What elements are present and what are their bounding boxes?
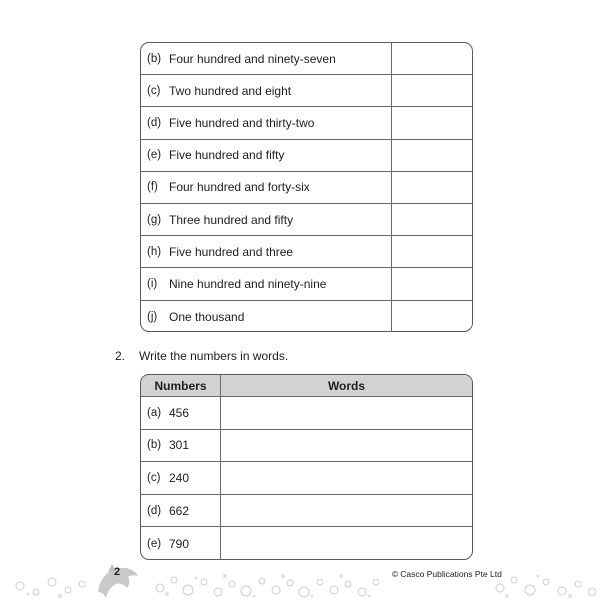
item-label: (f) [147, 181, 158, 194]
table-row [141, 527, 472, 560]
words-answer-cell[interactable] [221, 397, 472, 429]
item-label: (i) [147, 277, 158, 290]
question-2 [115, 349, 288, 363]
question-cell [141, 172, 392, 203]
item-label: (d) [147, 116, 162, 129]
number-cell [141, 430, 221, 462]
copyright-text: Casco Publications Pte Ltd [400, 569, 502, 579]
number-words-text: Five hundred and fifty [169, 148, 285, 163]
number-cell [141, 527, 221, 560]
answer-cell[interactable] [392, 140, 472, 171]
question-number: 2. [115, 349, 126, 363]
table-row [141, 397, 472, 430]
question-cell [141, 140, 392, 171]
item-label: (e) [147, 149, 162, 162]
answer-cell[interactable] [392, 107, 472, 138]
numbers-to-words-table [140, 374, 473, 560]
table-row [141, 430, 472, 463]
page-number: 2 [114, 566, 121, 578]
number-words-table [140, 42, 473, 332]
table-row [141, 301, 472, 333]
answer-cell[interactable] [392, 43, 472, 74]
question-text: Write the numbers in words. [139, 349, 289, 363]
number-words-text: Five hundred and thirty-two [169, 115, 315, 130]
table-row [141, 236, 472, 268]
item-label: (j) [147, 310, 158, 323]
bubble-border-decoration [0, 560, 600, 600]
question-cell [141, 43, 392, 74]
table-row [141, 75, 472, 107]
question-cell [141, 107, 392, 138]
number-value: 240 [169, 470, 190, 485]
item-label: (g) [147, 213, 162, 226]
number-words-text: Two hundred and eight [169, 83, 292, 98]
number-words-text: One thousand [169, 309, 245, 324]
answer-cell[interactable] [392, 172, 472, 203]
item-label: (h) [147, 245, 162, 258]
question-cell [141, 75, 392, 106]
table-row [141, 107, 472, 139]
number-value: 301 [169, 438, 190, 453]
item-label: (c) [147, 471, 161, 484]
item-label: (c) [147, 84, 161, 97]
answer-cell[interactable] [392, 204, 472, 235]
table-row [141, 462, 472, 495]
number-words-text: Four hundred and forty-six [169, 180, 310, 195]
words-answer-cell[interactable] [221, 527, 472, 560]
question-cell [141, 268, 392, 299]
table-row [141, 140, 472, 172]
answer-cell[interactable] [392, 301, 472, 333]
answer-cell[interactable] [392, 75, 472, 106]
question-cell [141, 204, 392, 235]
item-label: (a) [147, 406, 162, 419]
number-words-text: Five hundred and three [169, 244, 294, 259]
words-answer-cell[interactable] [221, 462, 472, 494]
item-label: (e) [147, 537, 162, 550]
header-numbers: Numbers [141, 375, 221, 396]
number-value: 456 [169, 405, 190, 420]
number-words-text: Nine hundred and ninety-nine [169, 276, 327, 291]
table-row [141, 172, 472, 204]
item-label: (b) [147, 439, 162, 452]
table-row [141, 495, 472, 528]
copyright-notice [392, 569, 502, 579]
table-row [141, 43, 472, 75]
number-value: 662 [169, 503, 190, 518]
table-row [141, 268, 472, 300]
number-cell [141, 397, 221, 429]
header-words: Words [327, 378, 366, 393]
number-cell [141, 462, 221, 494]
number-words-text: Four hundred and ninety-seven [169, 51, 336, 66]
copyright-symbol: © [392, 569, 399, 579]
item-label: (d) [147, 504, 162, 517]
answer-cell[interactable] [392, 236, 472, 267]
number-value: 790 [169, 536, 190, 551]
words-answer-cell[interactable] [221, 430, 472, 462]
number-words-text: Three hundred and fifty [169, 212, 294, 227]
words-answer-cell[interactable] [221, 495, 472, 527]
table-header [141, 375, 472, 397]
table-row [141, 204, 472, 236]
question-cell [141, 301, 392, 333]
number-cell [141, 495, 221, 527]
question-cell [141, 236, 392, 267]
answer-cell[interactable] [392, 268, 472, 299]
item-label: (b) [147, 52, 162, 65]
